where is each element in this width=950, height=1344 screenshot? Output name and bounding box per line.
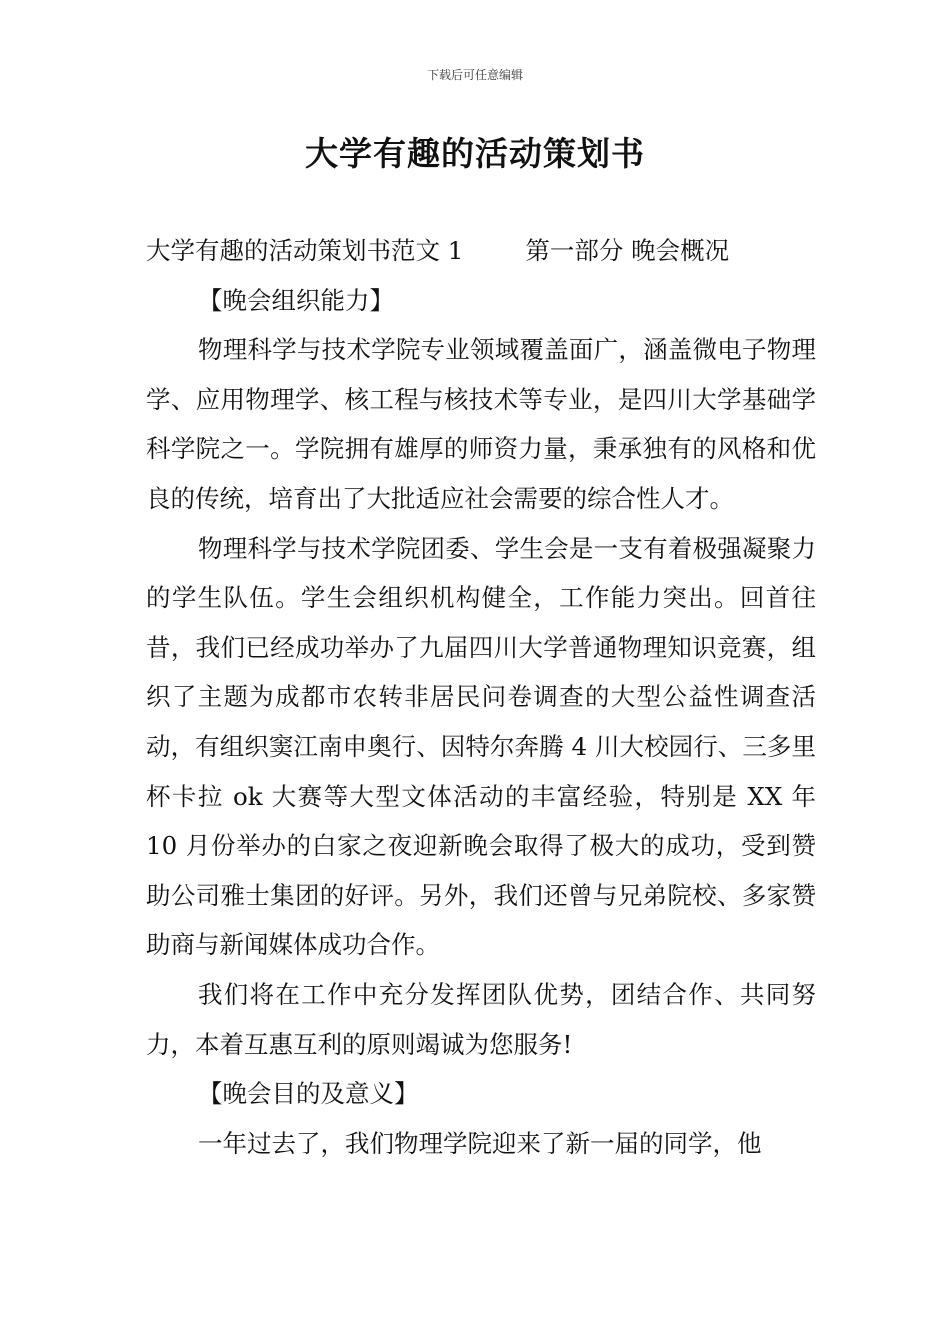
doc-label: 大学有趣的活动策划书范文 1 <box>146 236 464 265</box>
paragraph-purpose-start: 一年过去了，我们物理学院迎来了新一届的同学，他 <box>198 1128 762 1158</box>
document-title: 大学有趣的活动策划书 <box>305 134 645 173</box>
paragraph-service-commitment: 我们将在工作中充分发挥团队优势，团结合作、共同努力，本着互惠互利的原则竭诚为您服务! <box>146 979 816 1059</box>
paragraph-college-intro: 物理科学与技术学院专业领域覆盖面广，涵盖微电子物理学、应用物理学、核工程与核技术等专业，是四川大学基础学科学院之一。学院拥有雄厚的师资力量，秉承独有的风格和优良的传统，培育出了大批适应社会需要的综合性人才。 <box>146 335 816 513</box>
section-heading-purpose: 【晚会目的及意义】 <box>198 1079 419 1109</box>
part-label: 第一部分 晚会概况 <box>525 236 730 265</box>
intro-line <box>146 226 816 276</box>
paragraph-student-union: 物理科学与技术学院团委、学生会是一支有着极强凝聚力的学生队伍。学生会组织机构健全，工作能力突出。回首往昔，我们已经成功举办了九届四川大学普通物理知识竞赛，组织了主题为成都市农转非居民问卷调查的大型公益性调查活动，有组织窦江南申奥行、因特尔奔腾 4 川大校园行、三多里杯卡拉 ok 大赛等大型文体活动的丰富经验，特别是 XX 年 10 月份举办的白家之夜迎新晚会取得了极大的成功，受到赞助公司雅士集团的好评。另外，我们还曾与兄弟院校、多家赞助商与新闻媒体成功合作。 <box>146 533 816 960</box>
section-heading-organization: 【晚会组织能力】 <box>198 285 394 315</box>
header-note: 下载后可任意编辑 <box>426 68 523 82</box>
document-body <box>146 226 816 1168</box>
